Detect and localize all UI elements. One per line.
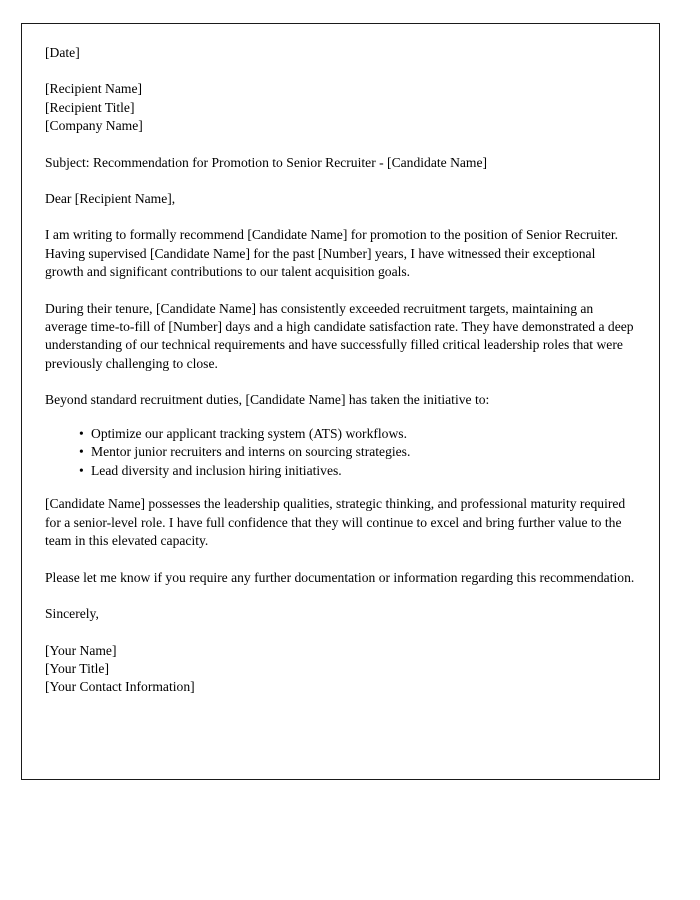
bullet-icon: •	[79, 425, 84, 441]
spacer-before-list	[45, 410, 635, 425]
list-item	[79, 462, 635, 481]
list-item-label: Optimize our applicant tracking system (ATS) workflows.	[91, 425, 407, 441]
recipient-company: [Company Name]	[45, 118, 143, 134]
body-paragraph-2: During their tenure, [Candidate Name] has consistently exceeded recruitment targets, maintaining an average time-to-fill of [Number] days and a high candidate satisfaction rate. They have demonstrated a deep understanding of our technical requirements and have successfully filled critical leadership roles that were previously challenging to close.	[45, 300, 634, 371]
signature-contact: [Your Contact Information]	[45, 679, 195, 695]
list-item-label: Lead diversity and inclusion hiring initiatives.	[91, 462, 342, 478]
signature-title: [Your Title]	[45, 660, 109, 676]
subject-block	[45, 154, 635, 172]
closing-paragraph-1: [Candidate Name] possesses the leadership qualities, strategic thinking, and professional maturity required for a senior-level role. I have full confidence that they will continue to excel and bring further value to the team in this elevated capacity.	[45, 496, 626, 549]
spacer-after-subject	[45, 172, 635, 190]
signature-name: [Your Name]	[45, 642, 117, 658]
spacer-para-2-3	[45, 373, 635, 391]
letter-page	[21, 23, 660, 780]
spacer-before-signature	[45, 624, 635, 642]
list-item	[79, 443, 635, 462]
recipient-name: [Recipient Name]	[45, 81, 143, 97]
list-item	[79, 425, 635, 444]
spacer-para-1-2	[45, 282, 635, 300]
closing-line: Sincerely,	[45, 606, 99, 622]
spacer-after-date	[45, 62, 635, 80]
spacer-after-address	[45, 136, 635, 154]
spacer-before-closing	[45, 587, 635, 605]
body-paragraph-1: I am writing to formally recommend [Candidate Name] for promotion to the position of Senior Recruiter. Having supervised [Candidate Name] for the past [Number] years, I have witnessed their exceptional growth and significant contributions to our talent acquisition goals.	[45, 227, 619, 280]
list-item-label: Mentor junior recruiters and interns on sourcing strategies.	[91, 444, 411, 460]
closing-paragraph-2: Please let me know if you require any further documentation or information regarding this recommendation.	[45, 569, 635, 585]
date-block	[45, 44, 635, 62]
subject-line: Subject: Recommendation for Promotion to Senior Recruiter - [Candidate Name]	[45, 154, 488, 170]
date-line: [Date]	[45, 45, 80, 60]
spacer-after-salutation	[45, 208, 635, 226]
signature-block	[45, 642, 635, 697]
letter-content	[22, 24, 659, 717]
spacer-after-list	[45, 480, 635, 495]
bullet-icon: •	[79, 462, 84, 478]
body-paragraph-3: Beyond standard recruitment duties, [Candidate Name] has taken the initiative to:	[45, 392, 490, 408]
closing-block	[45, 605, 635, 623]
recipient-title: [Recipient Title]	[45, 99, 135, 115]
spacer-closing-1-2	[45, 551, 635, 569]
initiative-list	[45, 425, 635, 481]
bullet-icon: •	[79, 444, 84, 460]
salutation-block	[45, 190, 635, 208]
salutation-line: Dear [Recipient Name],	[45, 191, 176, 207]
recipient-address-block	[45, 80, 635, 135]
